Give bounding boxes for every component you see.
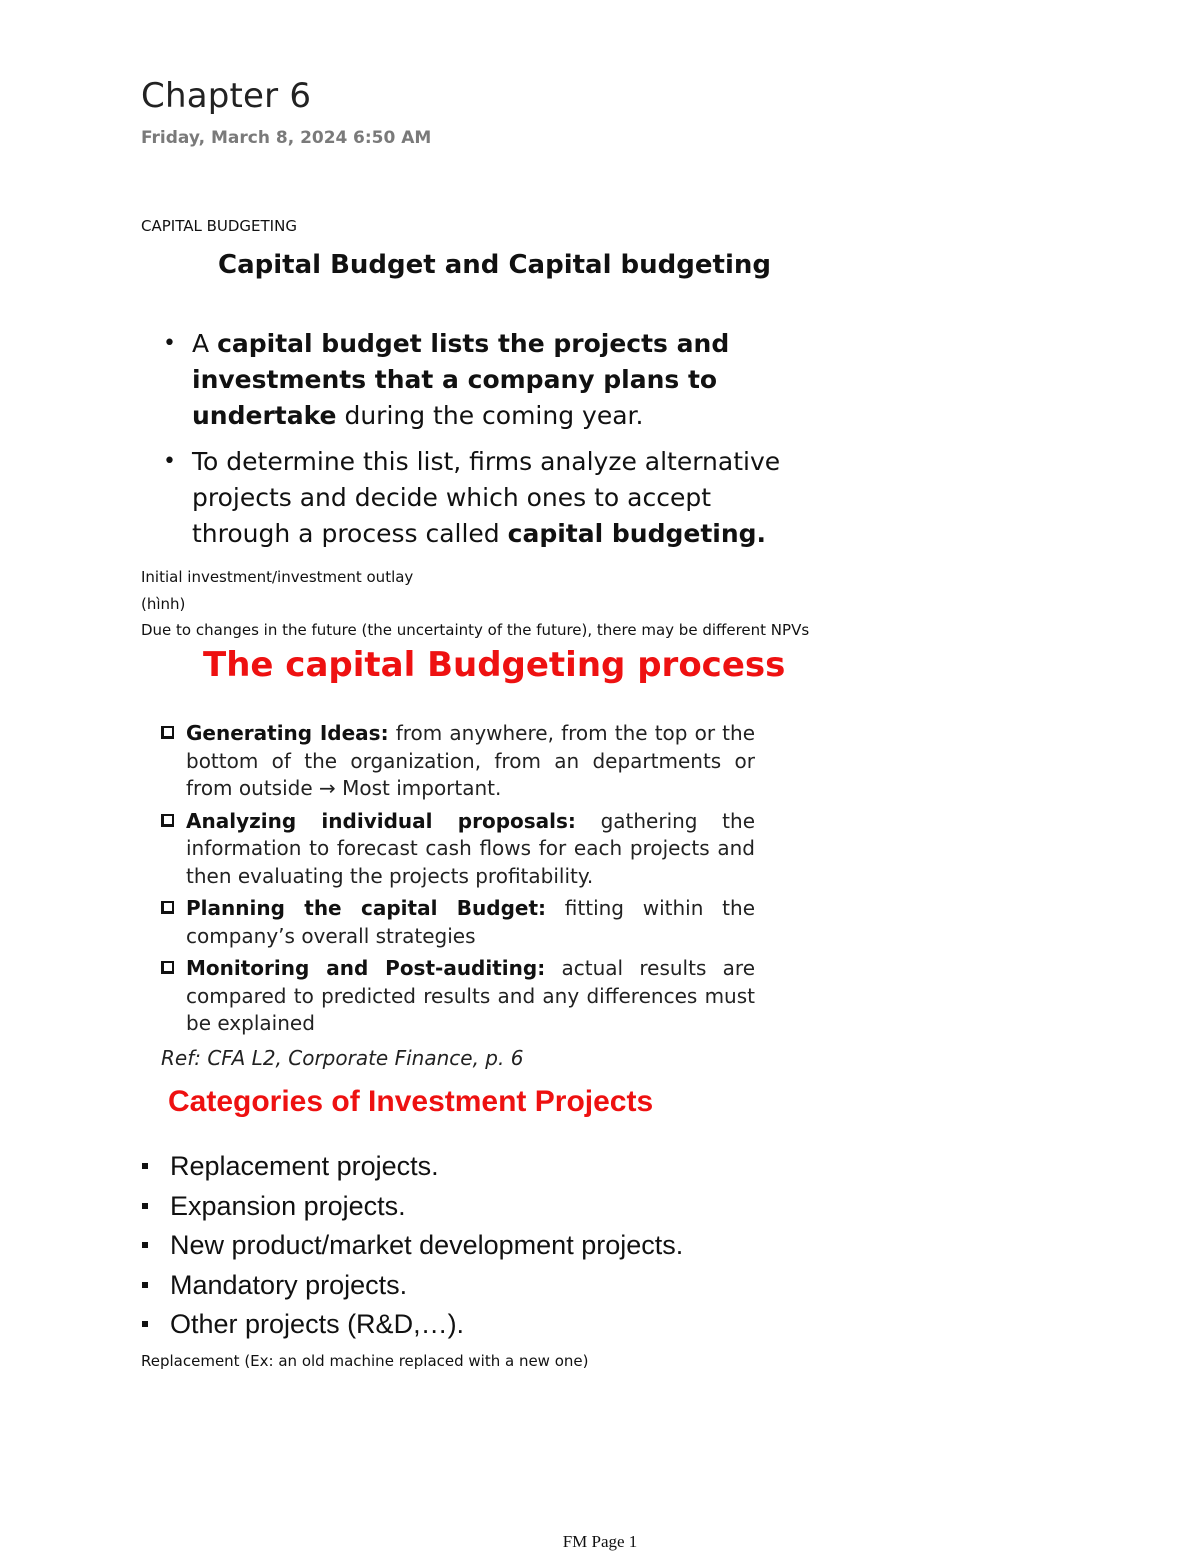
process-step (161, 808, 755, 891)
bullet-text-bold: capital budget lists the projects and investments that a company plans to undertake (192, 329, 730, 430)
square-bullet-icon (142, 1321, 148, 1327)
bullet-text-bold: capital budgeting. (507, 519, 767, 548)
page-time: 6:50 AM (353, 128, 432, 148)
page-footer: FM Page 1 (562, 1532, 638, 1551)
page-title: Chapter 6 (141, 76, 312, 116)
process-step (161, 955, 755, 1038)
slide-heading-categories: Categories of Investment Projects (168, 1085, 654, 1118)
bullet-text-pre: A (192, 329, 218, 358)
process-step-term: Monitoring and Post-auditing: (186, 956, 546, 980)
category-item (140, 1147, 840, 1187)
category-item (140, 1187, 840, 1227)
checkbox-bullet-icon (161, 961, 174, 974)
bullet-item (163, 444, 803, 552)
square-bullet-icon (142, 1163, 148, 1169)
category-item-label: Replacement projects. (170, 1151, 439, 1181)
process-step-term: Generating Ideas: (186, 721, 389, 745)
process-step-desc: from anywhere, from the top or the bottom of the organization, from an departments or from outside → Most important. (186, 721, 756, 800)
reference-note: Ref: CFA L2, Corporate Finance, p. 6 (161, 1046, 524, 1070)
square-bullet-icon (142, 1203, 148, 1209)
process-step-desc: actual results are compared to predicted results and any differences must be explained (186, 956, 756, 1035)
square-bullet-icon (142, 1242, 148, 1248)
process-step-term: Planning the capital Budget: (186, 896, 547, 920)
bullet-text-post: during the coming year. (336, 401, 644, 430)
process-step-term: Analyzing individual proposals: (186, 808, 576, 833)
slide-heading-capital-budget: Capital Budget and Capital budgeting (218, 250, 771, 280)
category-item-label: Mandatory projects. (170, 1269, 408, 1300)
slide-heading-process: The capital Budgeting process (203, 645, 786, 685)
category-item (140, 1266, 840, 1306)
process-step-desc: gathering the information to forecast cash flows for each projects and then evaluating the projects profitability. (186, 808, 755, 888)
square-bullet-icon (142, 1282, 148, 1288)
checkbox-bullet-icon (161, 726, 174, 739)
capital-budget-bullets (163, 326, 803, 562)
category-item-label: Other projects (R&D,…). (170, 1309, 465, 1339)
bullet-dot-icon: • (163, 449, 176, 474)
bullet-item (163, 326, 803, 434)
note-npv: Due to changes in the future (the uncertainty of the future), there may be different NPVs (141, 621, 810, 639)
category-item-label: Expansion projects. (170, 1190, 406, 1221)
process-step (161, 895, 755, 950)
page-date: Friday, March 8, 2024 (141, 128, 348, 148)
bullet-dot-icon: • (163, 331, 176, 356)
category-item-label: New product/market development projects. (170, 1230, 684, 1260)
note-initial-investment: Initial investment/investment outlay (141, 568, 414, 586)
checkbox-bullet-icon (161, 901, 174, 914)
category-item (140, 1305, 840, 1345)
checkbox-bullet-icon (161, 814, 174, 827)
process-steps (161, 720, 755, 1043)
note-replacement: Replacement (Ex: an old machine replaced with a new one) (141, 1352, 589, 1370)
category-list (140, 1147, 840, 1345)
section-label: CAPITAL BUDGETING (141, 217, 297, 235)
process-step (161, 720, 755, 803)
bullet-text-pre: To determine this list, firms analyze alternative projects and decide which ones to accept through a process called (192, 447, 781, 548)
category-item (140, 1226, 840, 1266)
note-hinh: (hình) (141, 595, 186, 613)
process-step-desc: fitting within the company’s overall strategies (186, 896, 755, 948)
